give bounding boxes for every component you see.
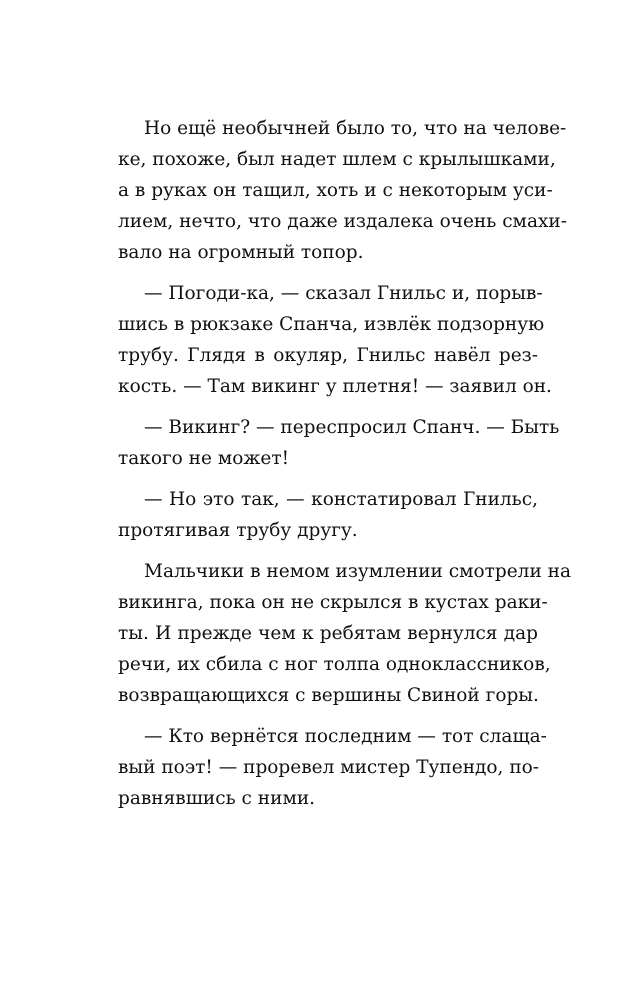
- text-line: ты. И прежде чем к ребятам вернулся дар: [118, 623, 538, 644]
- text-line: шись в рюкзаке Спанча, извлёк подзорную: [118, 314, 545, 335]
- text-line: трубу. Глядя в окуляр, Гнильс навёл рез-: [118, 345, 538, 366]
- text-line: равнявшись с ними.: [118, 788, 316, 809]
- text-line: а в руках он тащил, хоть и с некоторым уси-: [118, 180, 553, 201]
- text-line: вый поэт! — проревел мистер Тупендо, по-: [118, 757, 540, 778]
- text-line: речи, их сбила с ног толпа одноклассников,: [118, 654, 551, 675]
- text-line: — Кто вернётся последним — тот слаща-: [144, 726, 547, 747]
- text-line: — Викинг? — переспросил Спанч. — Быть: [144, 417, 560, 438]
- paragraph-5: [118, 556, 572, 711]
- book-page: [118, 113, 572, 814]
- text-line: лием, нечто, что даже издалека очень смахи-: [118, 211, 567, 232]
- paragraph-6: [118, 721, 547, 814]
- text-line: возвращающихся с вершины Свиной горы.: [118, 685, 539, 706]
- text-line: викинга, пока он не скрылся в кустах раки-: [118, 592, 548, 613]
- paragraph-4: [118, 484, 538, 546]
- paragraph-2: [118, 278, 552, 402]
- paragraph-1: [118, 113, 567, 268]
- paragraph-3: [118, 412, 560, 474]
- text-line: протягивая трубу другу.: [118, 520, 358, 541]
- text-line: Но ещё необычней было то, что на челове-: [144, 118, 567, 139]
- text-line: — Погоди-ка, — сказал Гнильс и, порыв-: [144, 283, 543, 304]
- text-line: ке, похоже, был надет шлем с крылышками,: [118, 149, 556, 170]
- text-line: такого не может!: [118, 448, 289, 469]
- text-line: Мальчики в немом изумлении смотрели на: [144, 561, 572, 582]
- text-line: вало на огромный топор.: [118, 242, 364, 263]
- text-line: кость. — Там викинг у плетня! — заявил он.: [118, 376, 552, 397]
- text-line: — Но это так, — констатировал Гнильс,: [144, 489, 538, 510]
